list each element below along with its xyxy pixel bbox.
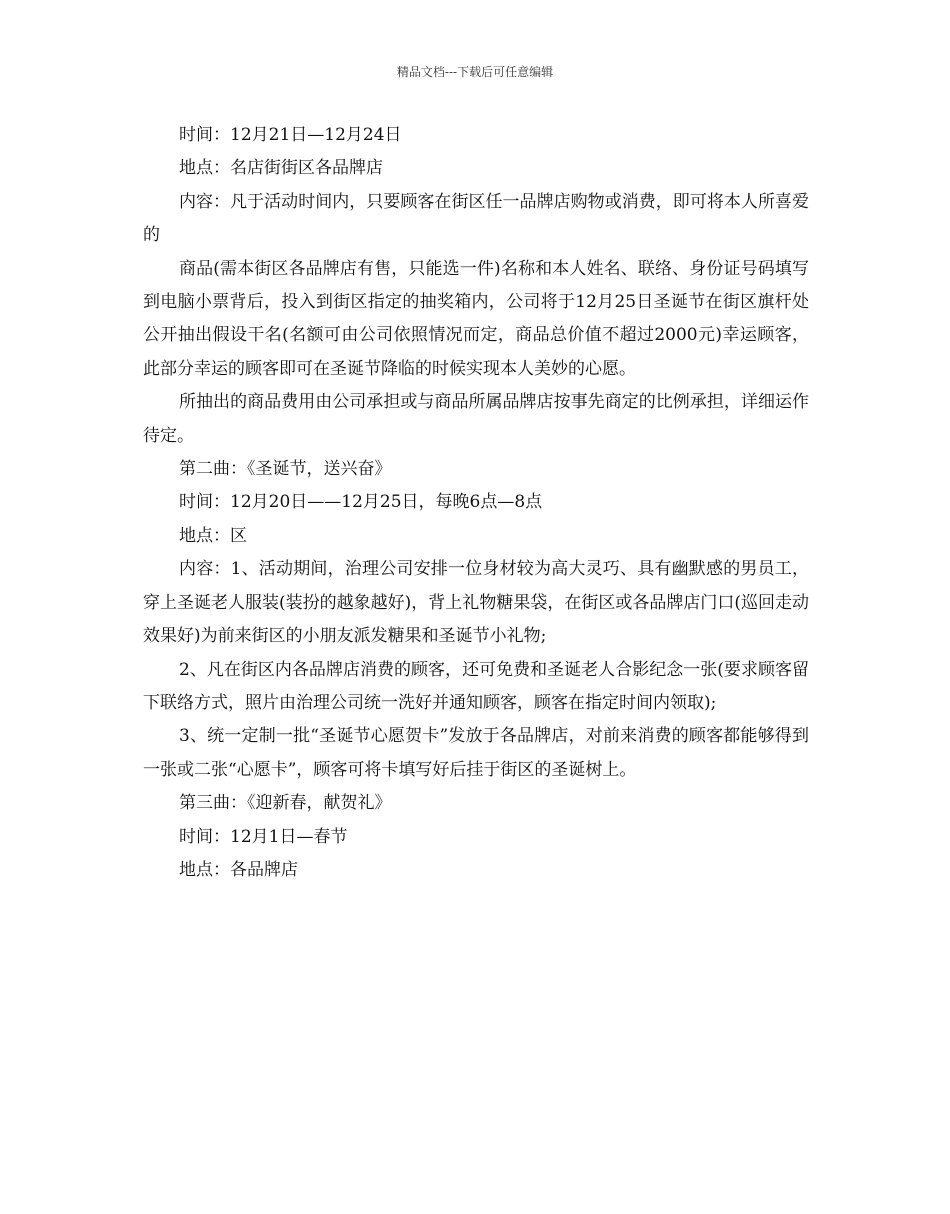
paragraph-time-1: 时间：12月21日—12月24日 [179,125,402,145]
document-body [143,119,809,887]
paragraph-location-2: 地点：区 [179,525,247,546]
paragraph-time-3: 时间：12月1日—春节 [179,826,348,847]
paragraph-content-2-item-2: 2、凡在街区内各品牌店消费的顾客，还可免费和圣诞老人合影纪念一张(要求顾客留下联络方式，照片由治理公司统一洗好并通知顾客，顾客在指定时间内领取); [143,659,809,713]
paragraph-location-1: 地点：名店街街区各品牌店 [179,158,383,179]
paragraph-location-3: 地点：各品牌店 [179,859,298,880]
paragraph-cost-note: 所抽出的商品费用由公司承担或与商品所属品牌店按事先商定的比例承担，详细运作待定。 [143,392,809,446]
paragraph-content-1-detail: 商品(需本街区各品牌店有售，只能选一件)名称和本人姓名、联络、身份证号码填写到电脑小票背后，投入到街区指定的抽奖箱内，公司将于12月25日圣诞节在街区旗杆处公开抽出假设干名(名额可由公司依照情况而定，商品总价值不超过2000元)幸运顾客，此部分幸运的顾客即可在圣诞节降临的时候实现本人美妙的心愿。 [143,258,809,379]
section-heading-2: 第二曲：《圣诞节，送兴奋》 [179,459,392,480]
paragraph-time-2: 时间：12月20日——12月25日，每晚6点—8点 [179,492,543,513]
paragraph-content-2: 内容：1、活动期间，治理公司安排一位身材较为高大灵巧、具有幽默感的男员工，穿上圣诞老人服装(装扮的越象越好)，背上礼物糖果袋，在街区或各品牌店门口(巡回走动效果好)为前来街区的小朋友派发糖果和圣诞节小礼物; [143,559,809,647]
section-heading-3: 第三曲：《迎新春，献贺礼》 [179,793,392,814]
paragraph-content-2-item-3: 3、统一定制一批“圣诞节心愿贺卡”发放于各品牌店，对前来消费的顾客都能够得到一张或二张“心愿卡”，顾客可将卡填写好后挂于街区的圣诞树上。 [143,726,809,780]
paragraph-content-1: 内容：凡于活动时间内，只要顾客在街区任一品牌店购物或消费，即可将本人所喜爱的 [143,191,809,246]
page-header: 精品文档---下载后可任意编辑 [396,65,554,79]
